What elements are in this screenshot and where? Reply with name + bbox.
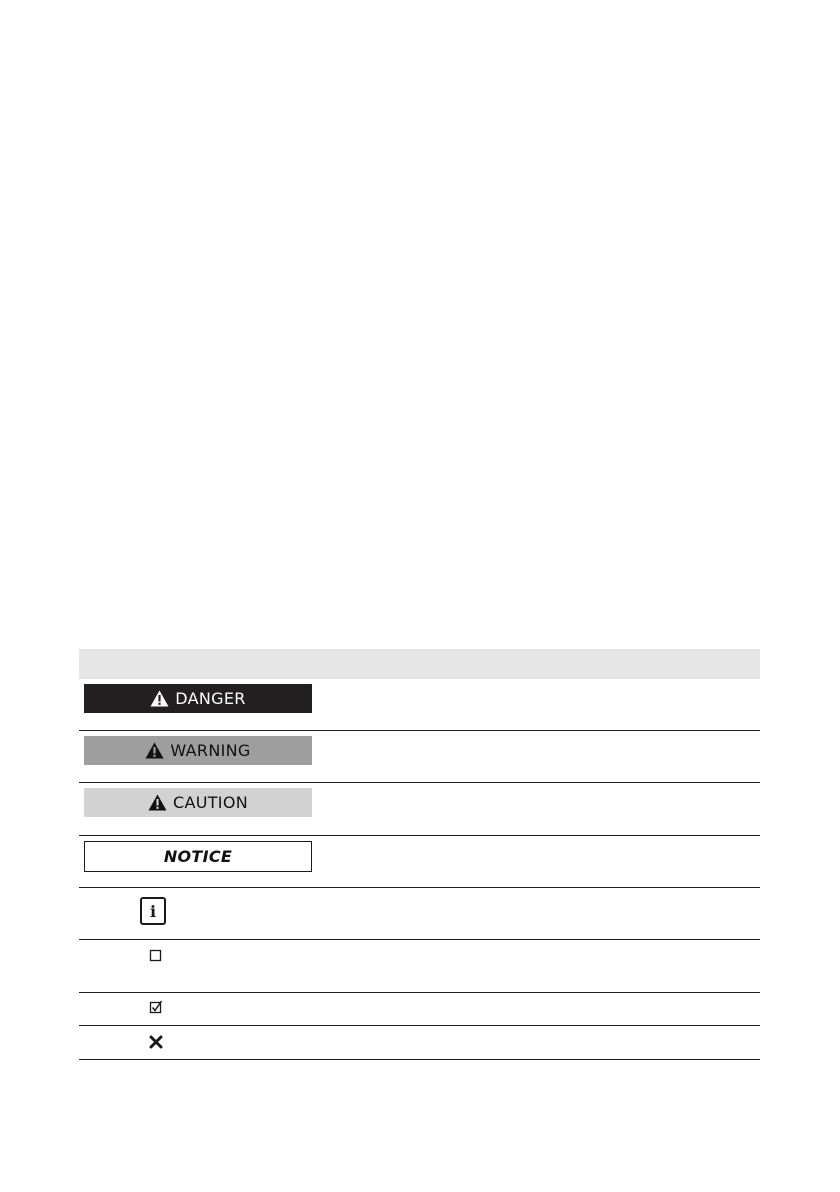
info-icon (140, 897, 166, 925)
warning-triangle-icon (150, 690, 169, 707)
checkmark-box-icon (149, 1000, 163, 1014)
table-row-danger (79, 679, 760, 731)
table-row-prerequisite (79, 940, 760, 993)
caution-label: CAUTION (173, 793, 248, 812)
table-row-caution (79, 783, 760, 836)
warning-triangle-icon (145, 742, 164, 759)
warning-label: WARNING (170, 741, 251, 760)
warning-triangle-icon (148, 794, 167, 811)
table-row-warning (79, 731, 760, 783)
caution-signal-word (84, 788, 312, 817)
table-row-result (79, 993, 760, 1026)
notice-label: NOTICE (163, 847, 233, 866)
table-header (79, 649, 760, 679)
table-row-not-recommended (79, 1026, 760, 1060)
table-row-notice (79, 836, 760, 888)
notice-signal-word (84, 841, 312, 872)
symbols-table (79, 649, 760, 1060)
danger-label: DANGER (175, 689, 246, 708)
warning-signal-word (84, 736, 312, 765)
cross-icon (149, 1035, 163, 1049)
table-row-information (79, 888, 760, 940)
danger-signal-word (84, 684, 312, 713)
checkbox-icon (149, 949, 163, 963)
info-glyph: i (149, 901, 157, 921)
